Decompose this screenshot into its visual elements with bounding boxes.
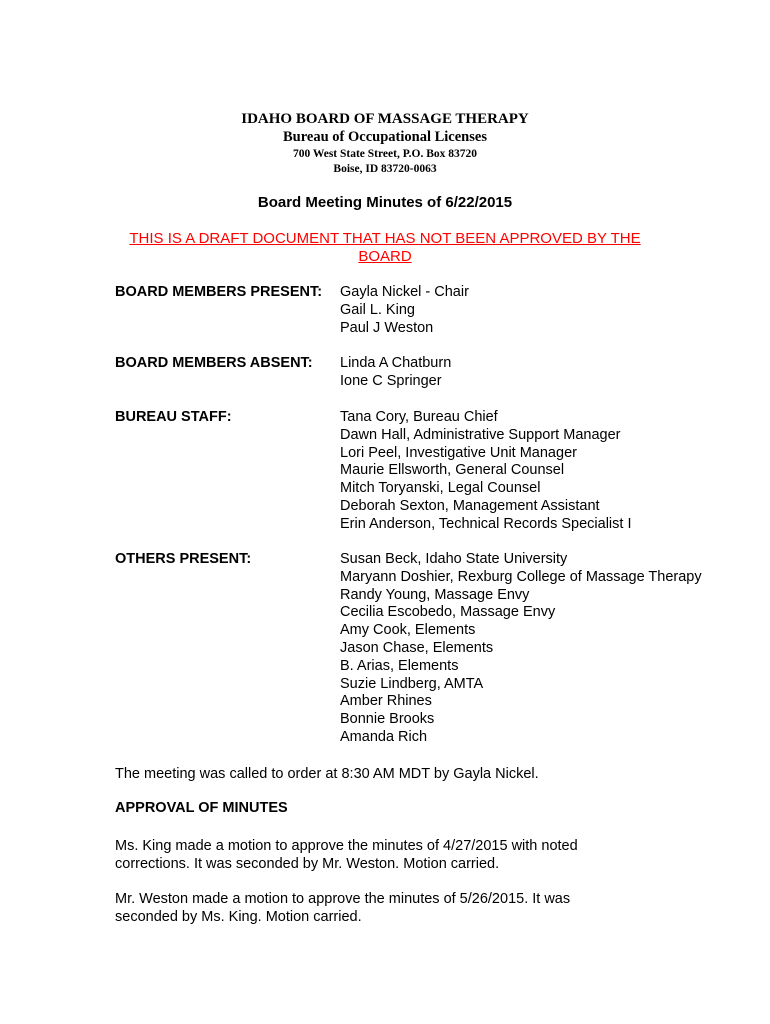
others-person: Amber Rhines	[340, 693, 432, 710]
motion-paragraph-1: Ms. King made a motion to approve the minutes of 4/27/2015 with noted corrections. It was seconded by Mr. Weston. Motion carried.	[115, 838, 578, 872]
staff-member: Tana Cory, Bureau Chief	[340, 409, 498, 425]
approval-heading: APPROVAL OF MINUTES	[115, 800, 288, 816]
others-label: OTHERS PRESENT:	[115, 551, 252, 567]
address-line-2: Boise, ID 83720-0063	[333, 163, 437, 175]
others-person: Maryann Doshier, Rexburg College of Massage Therapy	[340, 568, 702, 585]
present-member: Gayla Nickel - Chair	[340, 284, 469, 300]
meeting-title: Board Meeting Minutes of 6/22/2015	[257, 194, 513, 211]
others-person: Susan Beck, Idaho State University	[340, 551, 568, 567]
present-label: BOARD MEMBERS PRESENT:	[115, 284, 323, 300]
present-list	[340, 284, 469, 337]
absent-list	[340, 355, 451, 391]
staff-member: Deborah Sexton, Management Assistant	[340, 497, 600, 514]
others-person: Jason Chase, Elements	[340, 639, 494, 656]
address-line-1: 700 West State Street, P.O. Box 83720	[292, 148, 478, 160]
absent-member: Linda A Chatburn	[340, 355, 452, 371]
others-person: Suzie Lindberg, AMTA	[340, 675, 484, 692]
others-person: Randy Young, Massage Envy	[340, 586, 530, 603]
present-member: Paul J Weston	[340, 319, 434, 336]
others-person: Amy Cook, Elements	[340, 622, 476, 639]
others-person: Bonnie Brooks	[340, 711, 435, 728]
staff-member: Erin Anderson, Technical Records Specialist I	[340, 515, 632, 532]
others-person: Cecilia Escobedo, Massage Envy	[340, 604, 556, 621]
staff-member: Dawn Hall, Administrative Support Manager	[340, 426, 621, 443]
staff-list	[340, 409, 632, 534]
others-person: B. Arias, Elements	[340, 657, 459, 674]
staff-member: Maurie Ellsworth, General Counsel	[340, 462, 565, 479]
staff-member: Lori Peel, Investigative Unit Manager	[340, 444, 577, 461]
motion-paragraph-2: Mr. Weston made a motion to approve the minutes of 5/26/2015. It was seconded by Ms. King. Motion carried.	[115, 891, 571, 925]
staff-member: Mitch Toryanski, Legal Counsel	[340, 480, 541, 497]
absent-label: BOARD MEMBERS ABSENT:	[115, 355, 313, 371]
org-name: IDAHO BOARD OF MASSAGE THERAPY	[241, 111, 529, 127]
others-list	[340, 551, 702, 747]
others-person: Amanda Rich	[340, 728, 428, 745]
call-to-order: The meeting was called to order at 8:30 AM MDT by Gayla Nickel.	[115, 766, 539, 782]
present-member: Gail L. King	[340, 301, 415, 318]
draft-notice: THIS IS A DRAFT DOCUMENT THAT HAS NOT BEEN APPROVED BY THE BOARD	[129, 230, 641, 265]
bureau-name: Bureau of Occupational Licenses	[283, 129, 487, 145]
staff-label: BUREAU STAFF:	[115, 409, 232, 425]
absent-member: Ione C Springer	[340, 372, 442, 389]
